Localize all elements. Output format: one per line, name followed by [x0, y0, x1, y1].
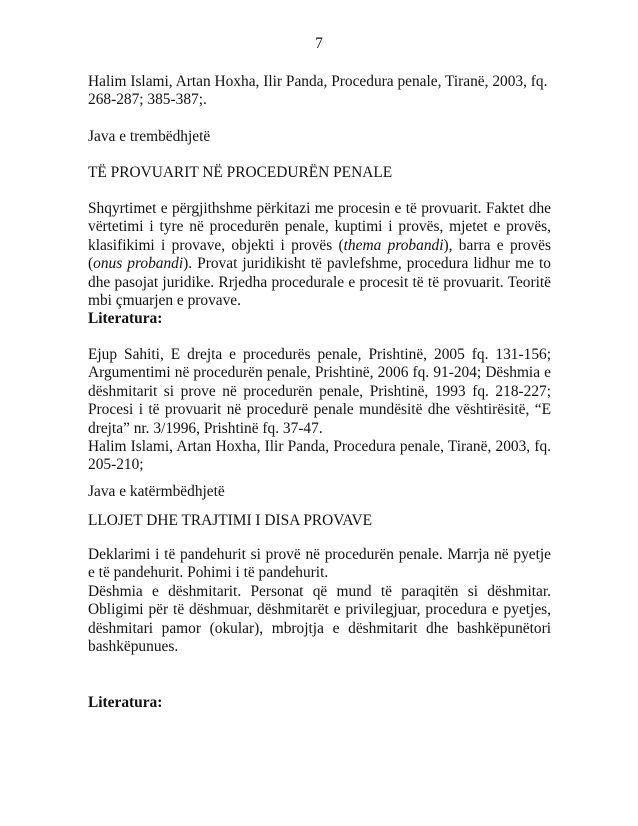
- literature-heading: Literatura:: [88, 694, 163, 711]
- citation-line-2: 268-287; 385-387;.: [88, 91, 207, 109]
- description-text-part-1: Shqyrtimet e përgjithshme përkitazi me procesin e të provuarit. Faktet dhe vërtetimi i tyre në procedurën penale, kuptimi i provës, mjetet e provës, klasifikimi i provave, objekti i provës (: [88, 200, 551, 254]
- section-description: [88, 200, 551, 310]
- literature-list: [88, 346, 551, 475]
- week-label: Java e trembëdhjetë: [88, 128, 211, 145]
- description-text-part-2: ), barra e provës (: [88, 236, 551, 273]
- description-paragraph-2: Dëshmia e dëshmitarit. Personat që mund të paraqitën si dëshmitar. Obligimi për të dëshmuar, dëshmitarët e privilegjuar, procedura e pyetjes, dëshmitari pamor (okular), mbrojtja e dëshmitarit dhe bashkëpunëtori bashkëpunues.: [88, 582, 551, 656]
- week-label: Java e katërmbëdhjetë: [88, 483, 225, 500]
- section-title: TË PROVUARIT NË PROCEDURËN PENALE: [88, 164, 393, 181]
- citation-line-1: Halim Islami, Artan Hoxha, Ilir Panda, Procedura penale, Tiranë, 2003, fq.: [88, 73, 548, 90]
- section-description: [88, 546, 551, 656]
- latin-term-thema-probandi: thema probandi: [343, 236, 444, 254]
- description-text-part-3: ). Provat juridikisht të pavlefshme, procedura lidhur me to dhe pasojat juridike. Rrjedha procedurale e procesit të të provuarit. Teoritë mbi çmuarjen e provave.: [88, 255, 551, 310]
- latin-term-onus-probandi: onus probandi: [93, 255, 184, 273]
- page-number: 7: [315, 35, 323, 52]
- reference-citation-previous-week: [88, 73, 551, 110]
- literature-heading: Literatura:: [88, 310, 163, 327]
- section-title: LLOJET DHE TRAJTIMI I DISA PROVAVE: [88, 512, 373, 529]
- literature-entry-islami: Halim Islami, Artan Hoxha, Ilir Panda, Procedura penale, Tiranë, 2003, fq. 205-210;: [88, 438, 551, 474]
- description-paragraph-1: Deklarimi i të pandehurit si provë në procedurën penale. Marrja në pyetje e të pandehurit. Pohimi i të pandehurit.: [88, 546, 551, 582]
- literature-entries-sahiti: Ejup Sahiti, E drejta e procedurës penale, Prishtinë, 2005 fq. 131-156; Argumentimi në procedurën penale, Prishtinë, 2006 fq. 91-204; Dëshmia e dëshmitarit si prove në procedurën penale, Prishtinë, 1993 fq. 218-227; Procesi i të provuarit në procedurë penale mundësitë dhe vështirësitë, “E drejta” nr. 3/1996, Prishtinë fq. 37-47.: [88, 346, 551, 437]
